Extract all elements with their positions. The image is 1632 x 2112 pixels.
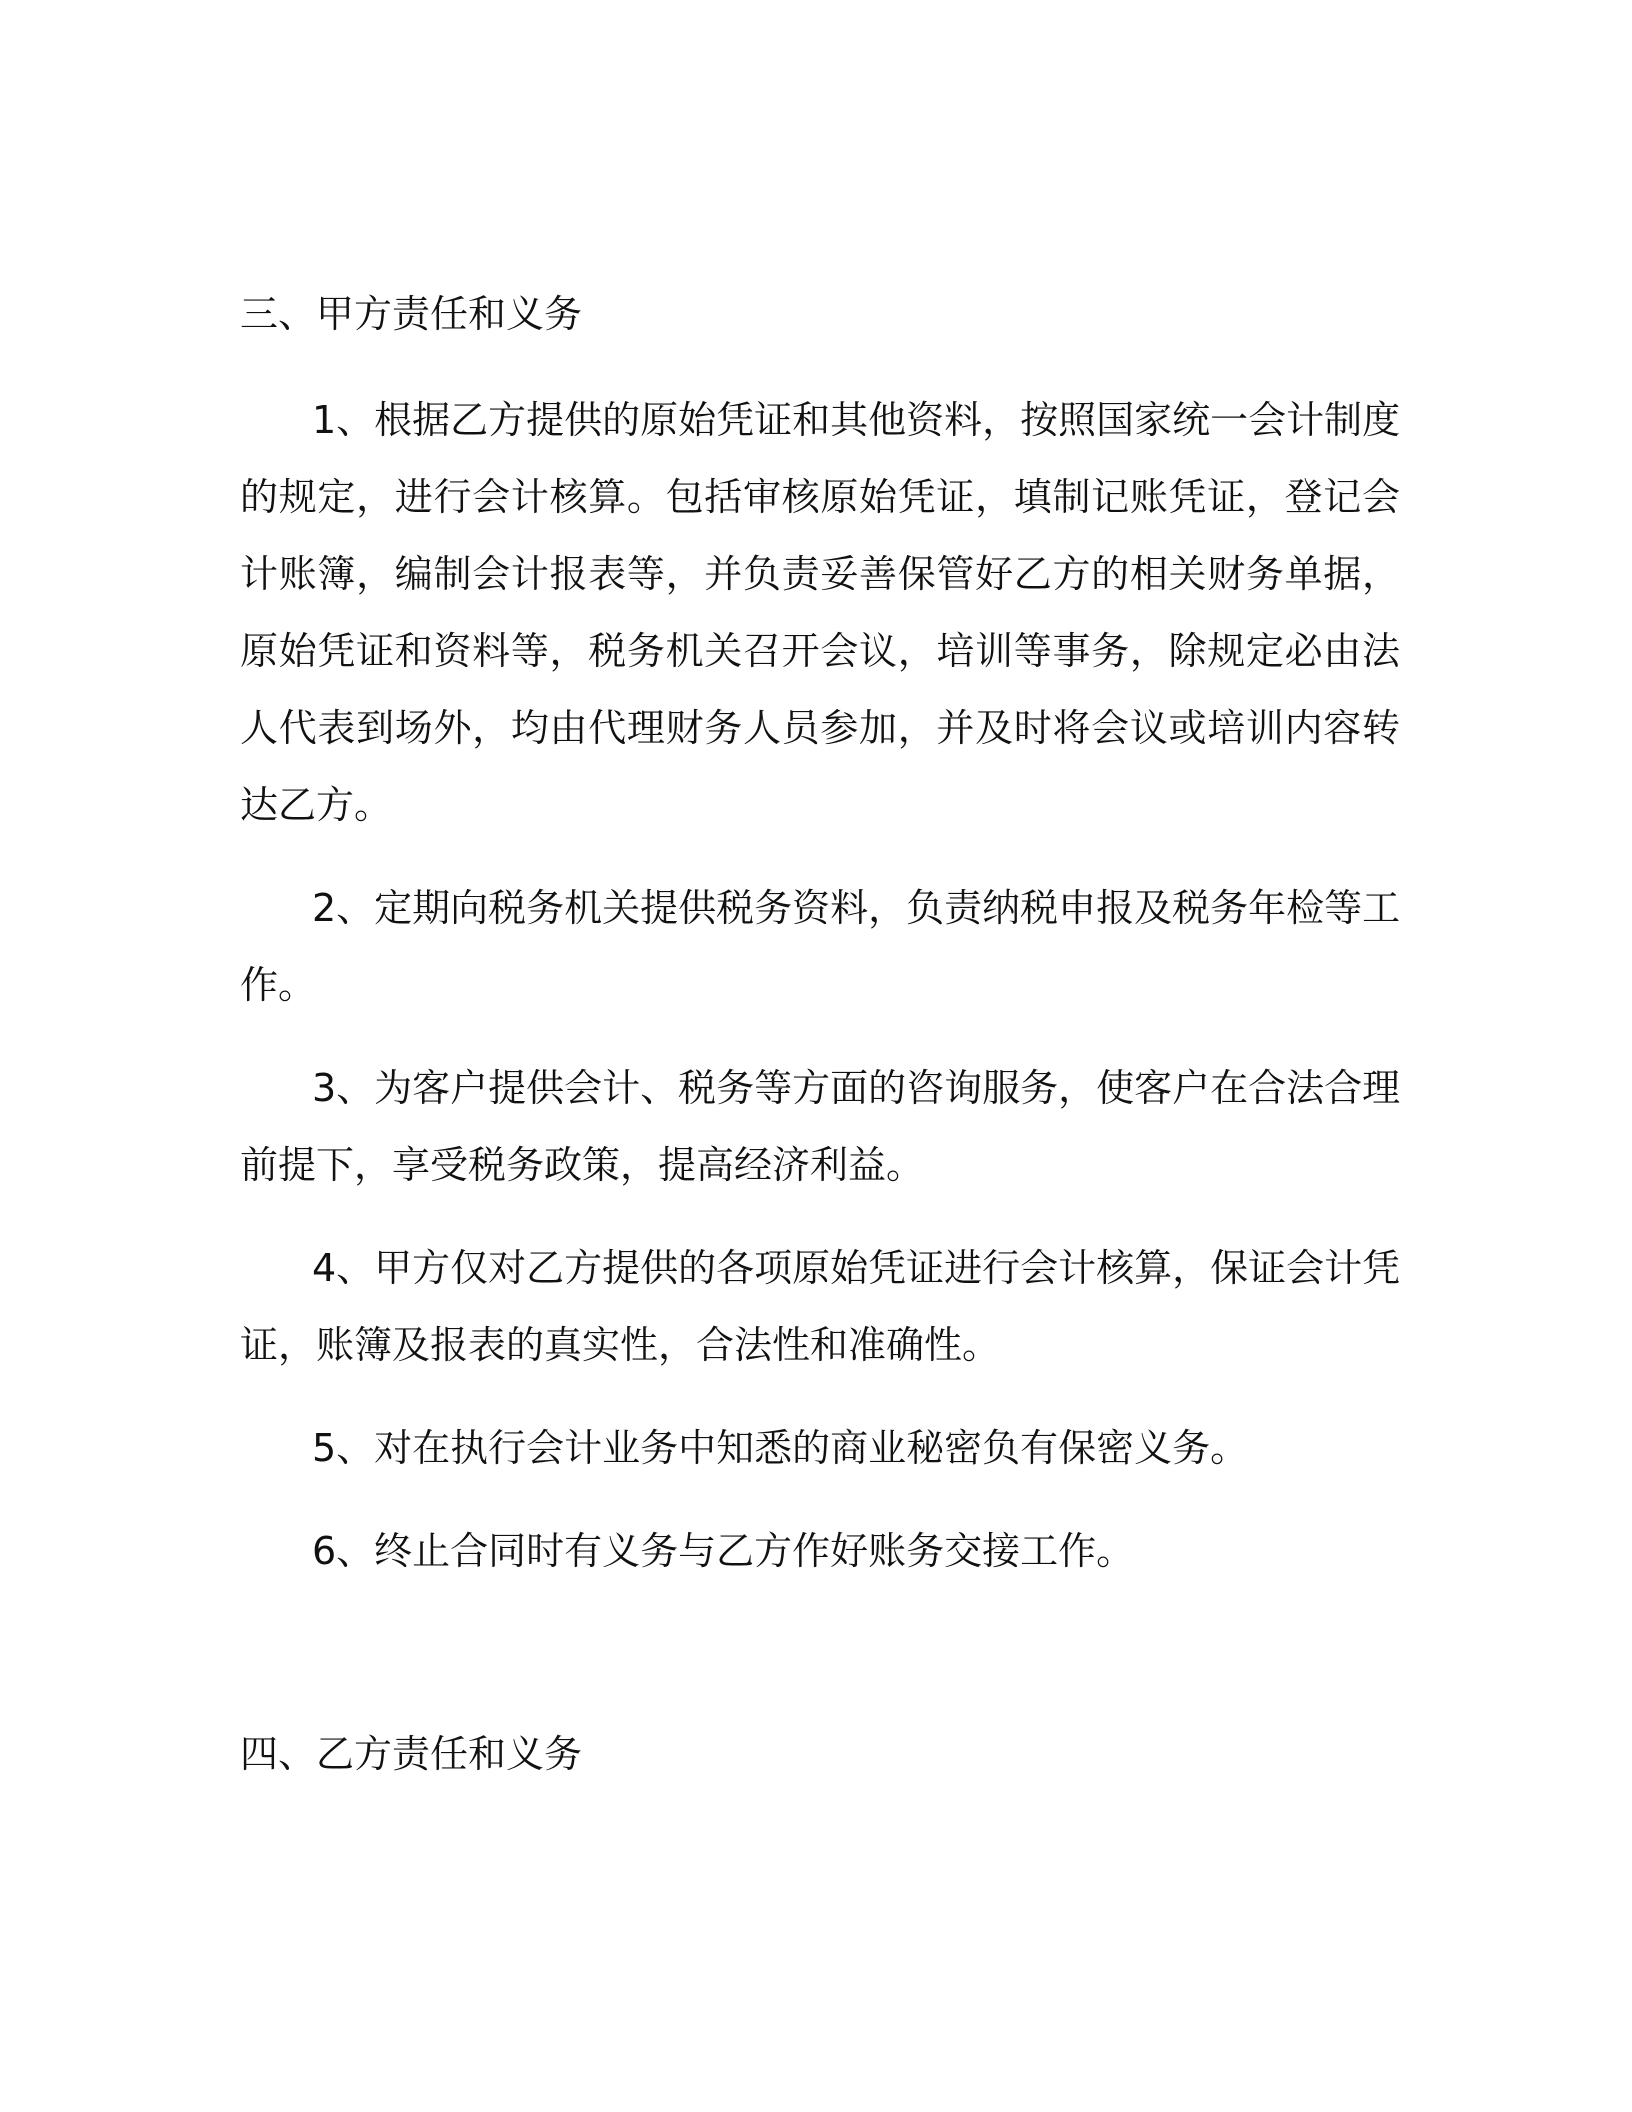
clause-6 bbox=[240, 1513, 1400, 1590]
clause-line: 3、为客户提供会计、税务等方面的咨询服务，使客户在合法合理 bbox=[312, 1066, 1401, 1110]
clause-line: 1、根据乙方提供的原始凭证和其他资料，按照国家统一会计制度 bbox=[312, 398, 1401, 442]
clause-2 bbox=[240, 870, 1400, 1024]
clause-line: 前提下，享受税务政策，提高经济利益。 bbox=[240, 1143, 925, 1187]
clause-line: 5、对在执行会计业务中知悉的商业秘密负有保密义务。 bbox=[312, 1426, 1249, 1470]
clause-5 bbox=[240, 1410, 1400, 1487]
clause-line: 计账簿，编制会计报表等，并负责妥善保管好乙方的相关财务单据， bbox=[240, 552, 1400, 596]
clause-3 bbox=[240, 1050, 1400, 1204]
clause-4 bbox=[240, 1230, 1400, 1384]
clause-line: 2、定期向税务机关提供税务资料，负责纳税申报及税务年检等工 bbox=[312, 886, 1401, 930]
clause-line: 的规定，进行会计核算。包括审核原始凭证，填制记账凭证，登记会 bbox=[240, 475, 1400, 519]
clause-line: 证，账簿及报表的真实性，合法性和准确性。 bbox=[240, 1323, 1001, 1367]
clause-1 bbox=[240, 382, 1400, 844]
section-heading-4: 四、乙方责任和义务 bbox=[240, 1732, 583, 1776]
clause-line: 4、甲方仅对乙方提供的各项原始凭证进行会计核算，保证会计凭 bbox=[312, 1246, 1401, 1290]
clause-line: 作。 bbox=[240, 963, 317, 1007]
clause-line: 达乙方。 bbox=[240, 783, 393, 827]
section-heading-3: 三、甲方责任和义务 bbox=[240, 292, 583, 336]
clause-line: 6、终止合同时有义务与乙方作好账务交接工作。 bbox=[312, 1529, 1135, 1573]
clause-line: 人代表到场外，均由代理财务人员参加，并及时将会议或培训内容转 bbox=[240, 706, 1400, 750]
clause-line: 原始凭证和资料等，税务机关召开会议，培训等事务，除规定必由法 bbox=[240, 629, 1400, 673]
